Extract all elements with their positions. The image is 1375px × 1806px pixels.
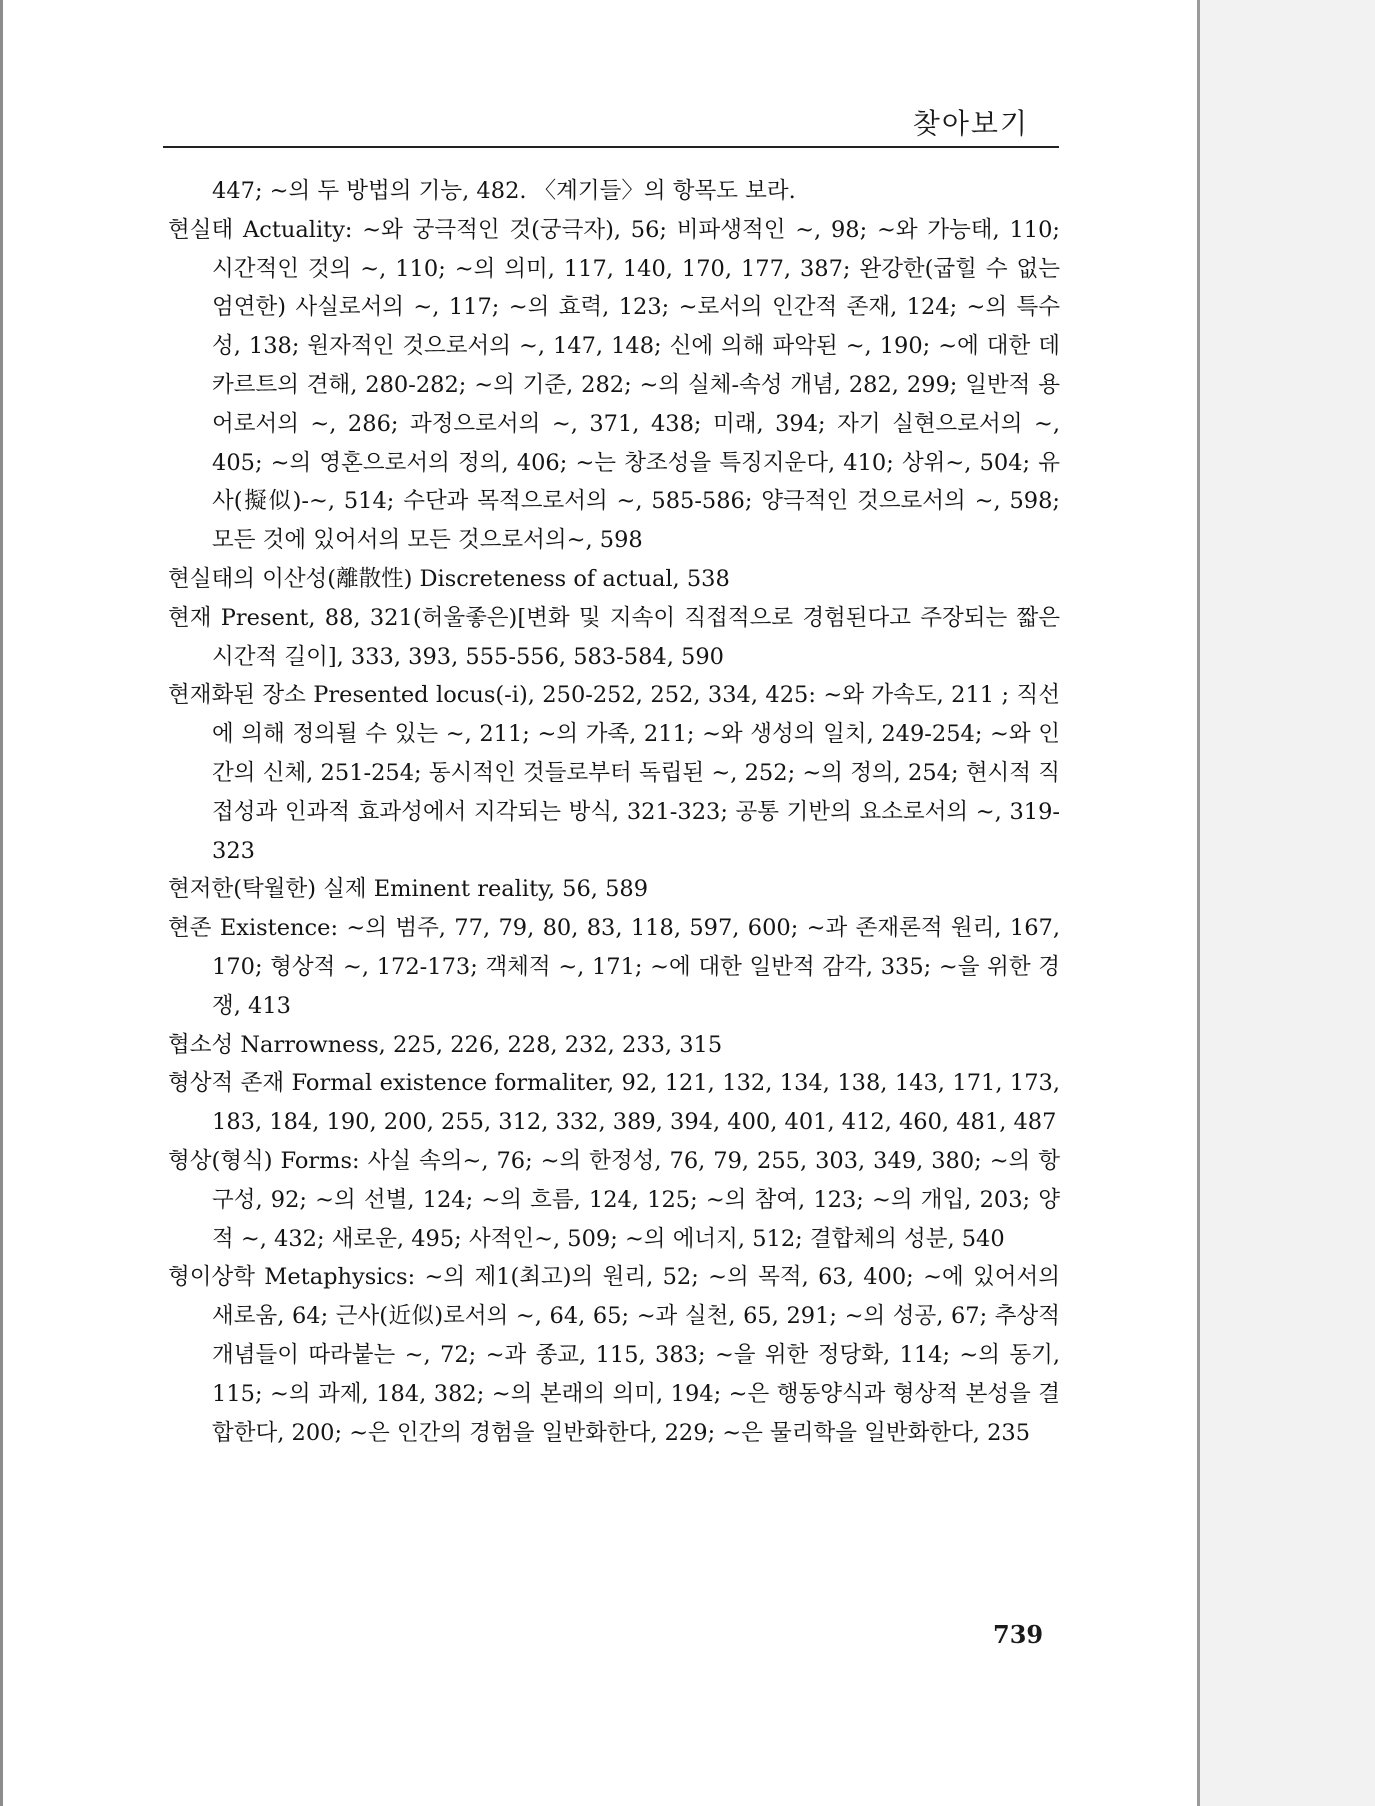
index-entry-existence: 현존 Existence: ~의 범주, 77, 79, 80, 83, 118, 597, 600; ~과 존재론적 원리, 167, 170; 형상적 ~, 172-173; 객체적 ~, 171; ~에 대한 일반적 감각, 335; ~을 위한 경쟁, 413 [168, 915, 1060, 1019]
running-header [163, 100, 1059, 148]
page-number: 739 [993, 1620, 1044, 1649]
index-entry-continuation: 447; ~의 두 방법의 기능, 482. 〈계기들〉의 항목도 보라. [212, 178, 796, 204]
index-entry-presented-locus: 현재화된 장소 Presented locus(-i), 250-252, 252, 334, 425: ~와 가속도, 211 ; 직선에 의해 정의될 수 있는 ~, 211; ~의 가족, 211; ~와 생성의 일치, 249-254; ~와 인간의 신체, 251-254; 동시적인 것들로부터 독립된 ~, 252; ~의 정의, 254; 현시적 직접성과 인과적 효과성에서 지각되는 방식, 321-323; 공통 기반의 요소로서의 ~, 319-323 [168, 682, 1060, 864]
index-entry-formal-existence: 형상적 존재 Formal existence formaliter, 92, 121, 132, 134, 138, 143, 171, 173, 183, 184, 190, 200, 255, 312, 332, 389, 394, 400, 401, 412, 460, 481, 487 [168, 1070, 1060, 1136]
index-entry-metaphysics: 형이상학 Metaphysics: ~의 제1(최고)의 원리, 52; ~의 목적, 63, 400; ~에 있어서의 새로움, 64; 근사(近似)로서의 ~, 64, 65; ~과 실천, 65, 291; ~의 성공, 67; 추상적 개념들이 따라붙는 ~, 72; ~과 종교, 115, 383; ~을 위한 정당화, 114; ~의 동기, 115; ~의 과제, 184, 382; ~의 본래의 의미, 194; ~은 행동양식과 형상적 본성을 결합한다, 200; ~은 인간의 경험을 일반화한다, 229; ~은 물리학을 일반화한다, 235 [168, 1264, 1060, 1446]
viewer-background [1200, 0, 1375, 1806]
index-entry-present: 현재 Present, 88, 321(허울좋은)[변화 및 지속이 직접적으로 경험된다고 주장되는 짧은 시간적 길이], 333, 393, 555-556, 583-584, 590 [168, 604, 1060, 670]
index-entry-actuality: 현실태 Actuality: ~와 궁극적인 것(궁극자), 56; 비파생적인 ~, 98; ~와 가능태, 110; 시간적인 것의 ~, 110; ~의 의미, 117, 140, 170, 177, 387; 완강한(굽힐 수 없는 엄연한) 사실로서의 ~, 117; ~의 효력, 123; ~로서의 인간적 존재, 124; ~의 특수성, 138; 원자적인 것으로서의 ~, 147, 148; 신에 의해 파악된 ~, 190; ~에 대한 데카르트의 견해, 280-282; ~의 기준, 282; ~의 실체-속성 개념, 282, 299; 일반적 용어로서의 ~, 286; 과정으로서의 ~, 371, 438; 미래, 394; 자기 실현으로서의 ~, 405; ~의 영혼으로서의 정의, 406; ~는 창조성을 특징지운다, 410; 상위~, 504; 유사(擬似)-~, 514; 수단과 목적으로서의 ~, 585-586; 양극적인 것으로서의 ~, 598; 모든 것에 있어서의 모든 것으로서의~, 598 [168, 216, 1060, 554]
index-entry-discreteness: 현실태의 이산성(離散性) Discreteness of actual, 538 [168, 565, 730, 592]
index-entry-narrowness: 협소성 Narrowness, 225, 226, 228, 232, 233, 315 [168, 1031, 723, 1058]
header-title: 찾아보기 [912, 107, 1029, 140]
index-entries [168, 172, 1060, 1452]
index-entry-forms: 형상(형식) Forms: 사실 속의~, 76; ~의 한정성, 76, 79, 255, 303, 349, 380; ~의 항구성, 92; ~의 선별, 124; ~의 흐름, 124, 125; ~의 참여, 123; ~의 개입, 203; 양적 ~, 432; 새로운, 495; 사적인~, 509; ~의 에너지, 512; 결합체의 성분, 540 [168, 1147, 1060, 1252]
index-entry-eminent-reality: 현저한(탁월한) 실제 Eminent reality, 56, 589 [168, 876, 649, 903]
